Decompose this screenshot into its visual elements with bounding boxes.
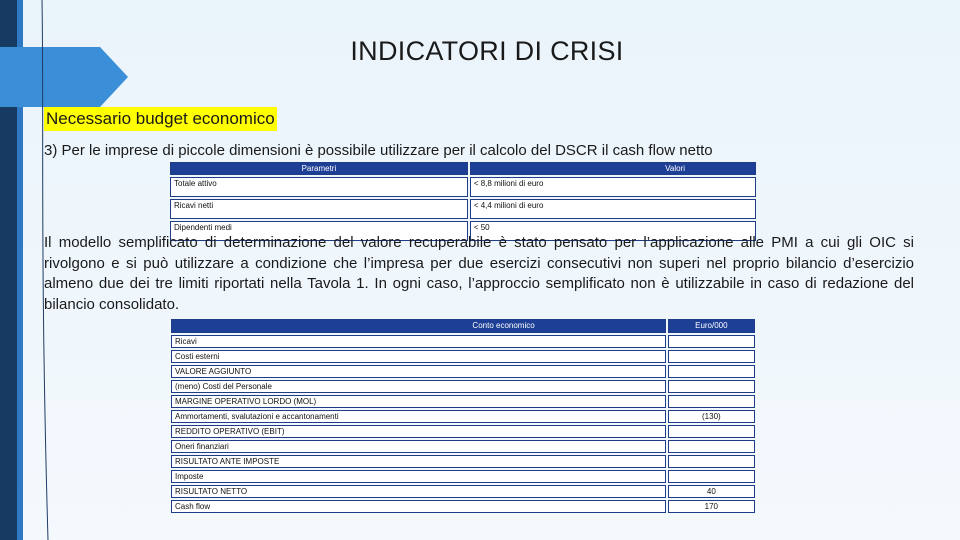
table-row [171,455,755,468]
table-cell [668,395,755,408]
table-cell [668,350,755,363]
table-cell [668,425,755,438]
table-cell: Cash flow [171,500,666,513]
intro-text: 3) Per le imprese di piccole dimensioni è possibile utilizzare per il calcolo del DSCR il cash flow netto [44,142,713,159]
table-cell [668,455,755,468]
table-header-cell: Parametri [170,162,468,175]
body-paragraph: Il modello semplificato di determinazione del valore recuperabile è stato pensato per l’applicazione alle PMI a cui gli OIC si rivolgono e si può utilizzare a condizione che l’impresa per due esercizi consecutivi non superi nel proprio bilancio d’esercizio almeno due dei tre limiti riportati nella Tavola 1. In ogni caso, l’approccio semplificato non è utilizzabile in caso di redazione del bilancio consolidato. [44,234,914,313]
table-header-row [171,319,755,333]
table-row [171,350,755,363]
table-row [171,500,755,513]
table-cell [668,470,755,483]
table-header-row [170,162,756,175]
highlighted-heading: Necessario budget economico [44,107,277,131]
table-cell: Totale attivo [170,177,468,197]
table-row [171,380,755,393]
table-cell: REDDITO OPERATIVO (EBIT) [171,425,666,438]
table-cell: VALORE AGGIUNTO [171,365,666,378]
table-cell: < 50 [470,221,756,241]
table-header-cell: Euro/000 [668,319,755,333]
table-cell: 40 [668,485,755,498]
table-cell [668,365,755,378]
table-cell: < 8,8 milioni di euro [470,177,756,197]
table-cell: Oneri finanziari [171,440,666,453]
table-row [171,335,755,348]
table-cell: Dipendenti medi [170,221,468,241]
table-row [171,425,755,438]
table-cell: < 4,4 milioni di euro [470,199,756,219]
table-cell: Imposte [171,470,666,483]
table-cell: Ricavi [171,335,666,348]
table-row [171,395,755,408]
table-row [171,440,755,453]
table-cell [668,380,755,393]
table-header-cell: Conto economico [171,319,666,333]
table-cell: (130) [668,410,755,423]
table-row [171,410,755,423]
table-cell: Ammortamenti, svalutazioni e accantonamenti [171,410,666,423]
table-cell: (meno) Costi del Personale [171,380,666,393]
table-cell: MARGINE OPERATIVO LORDO (MOL) [171,395,666,408]
page-title: INDICATORI DI CRISI [350,36,624,66]
table-cell: Costi esterni [171,350,666,363]
table-row [171,470,755,483]
limits-table [168,160,758,243]
table-row [170,177,756,197]
table-cell: RISULTATO NETTO [171,485,666,498]
table-row [171,365,755,378]
income-statement-table [169,317,757,515]
table-cell: Ricavi netti [170,199,468,219]
table-cell: 170 [668,500,755,513]
table-header-cell: Valori [470,162,756,175]
table-cell [668,440,755,453]
table-row [171,485,755,498]
table-row [170,199,756,219]
table-cell: RISULTATO ANTE IMPOSTE [171,455,666,468]
table-cell [668,335,755,348]
